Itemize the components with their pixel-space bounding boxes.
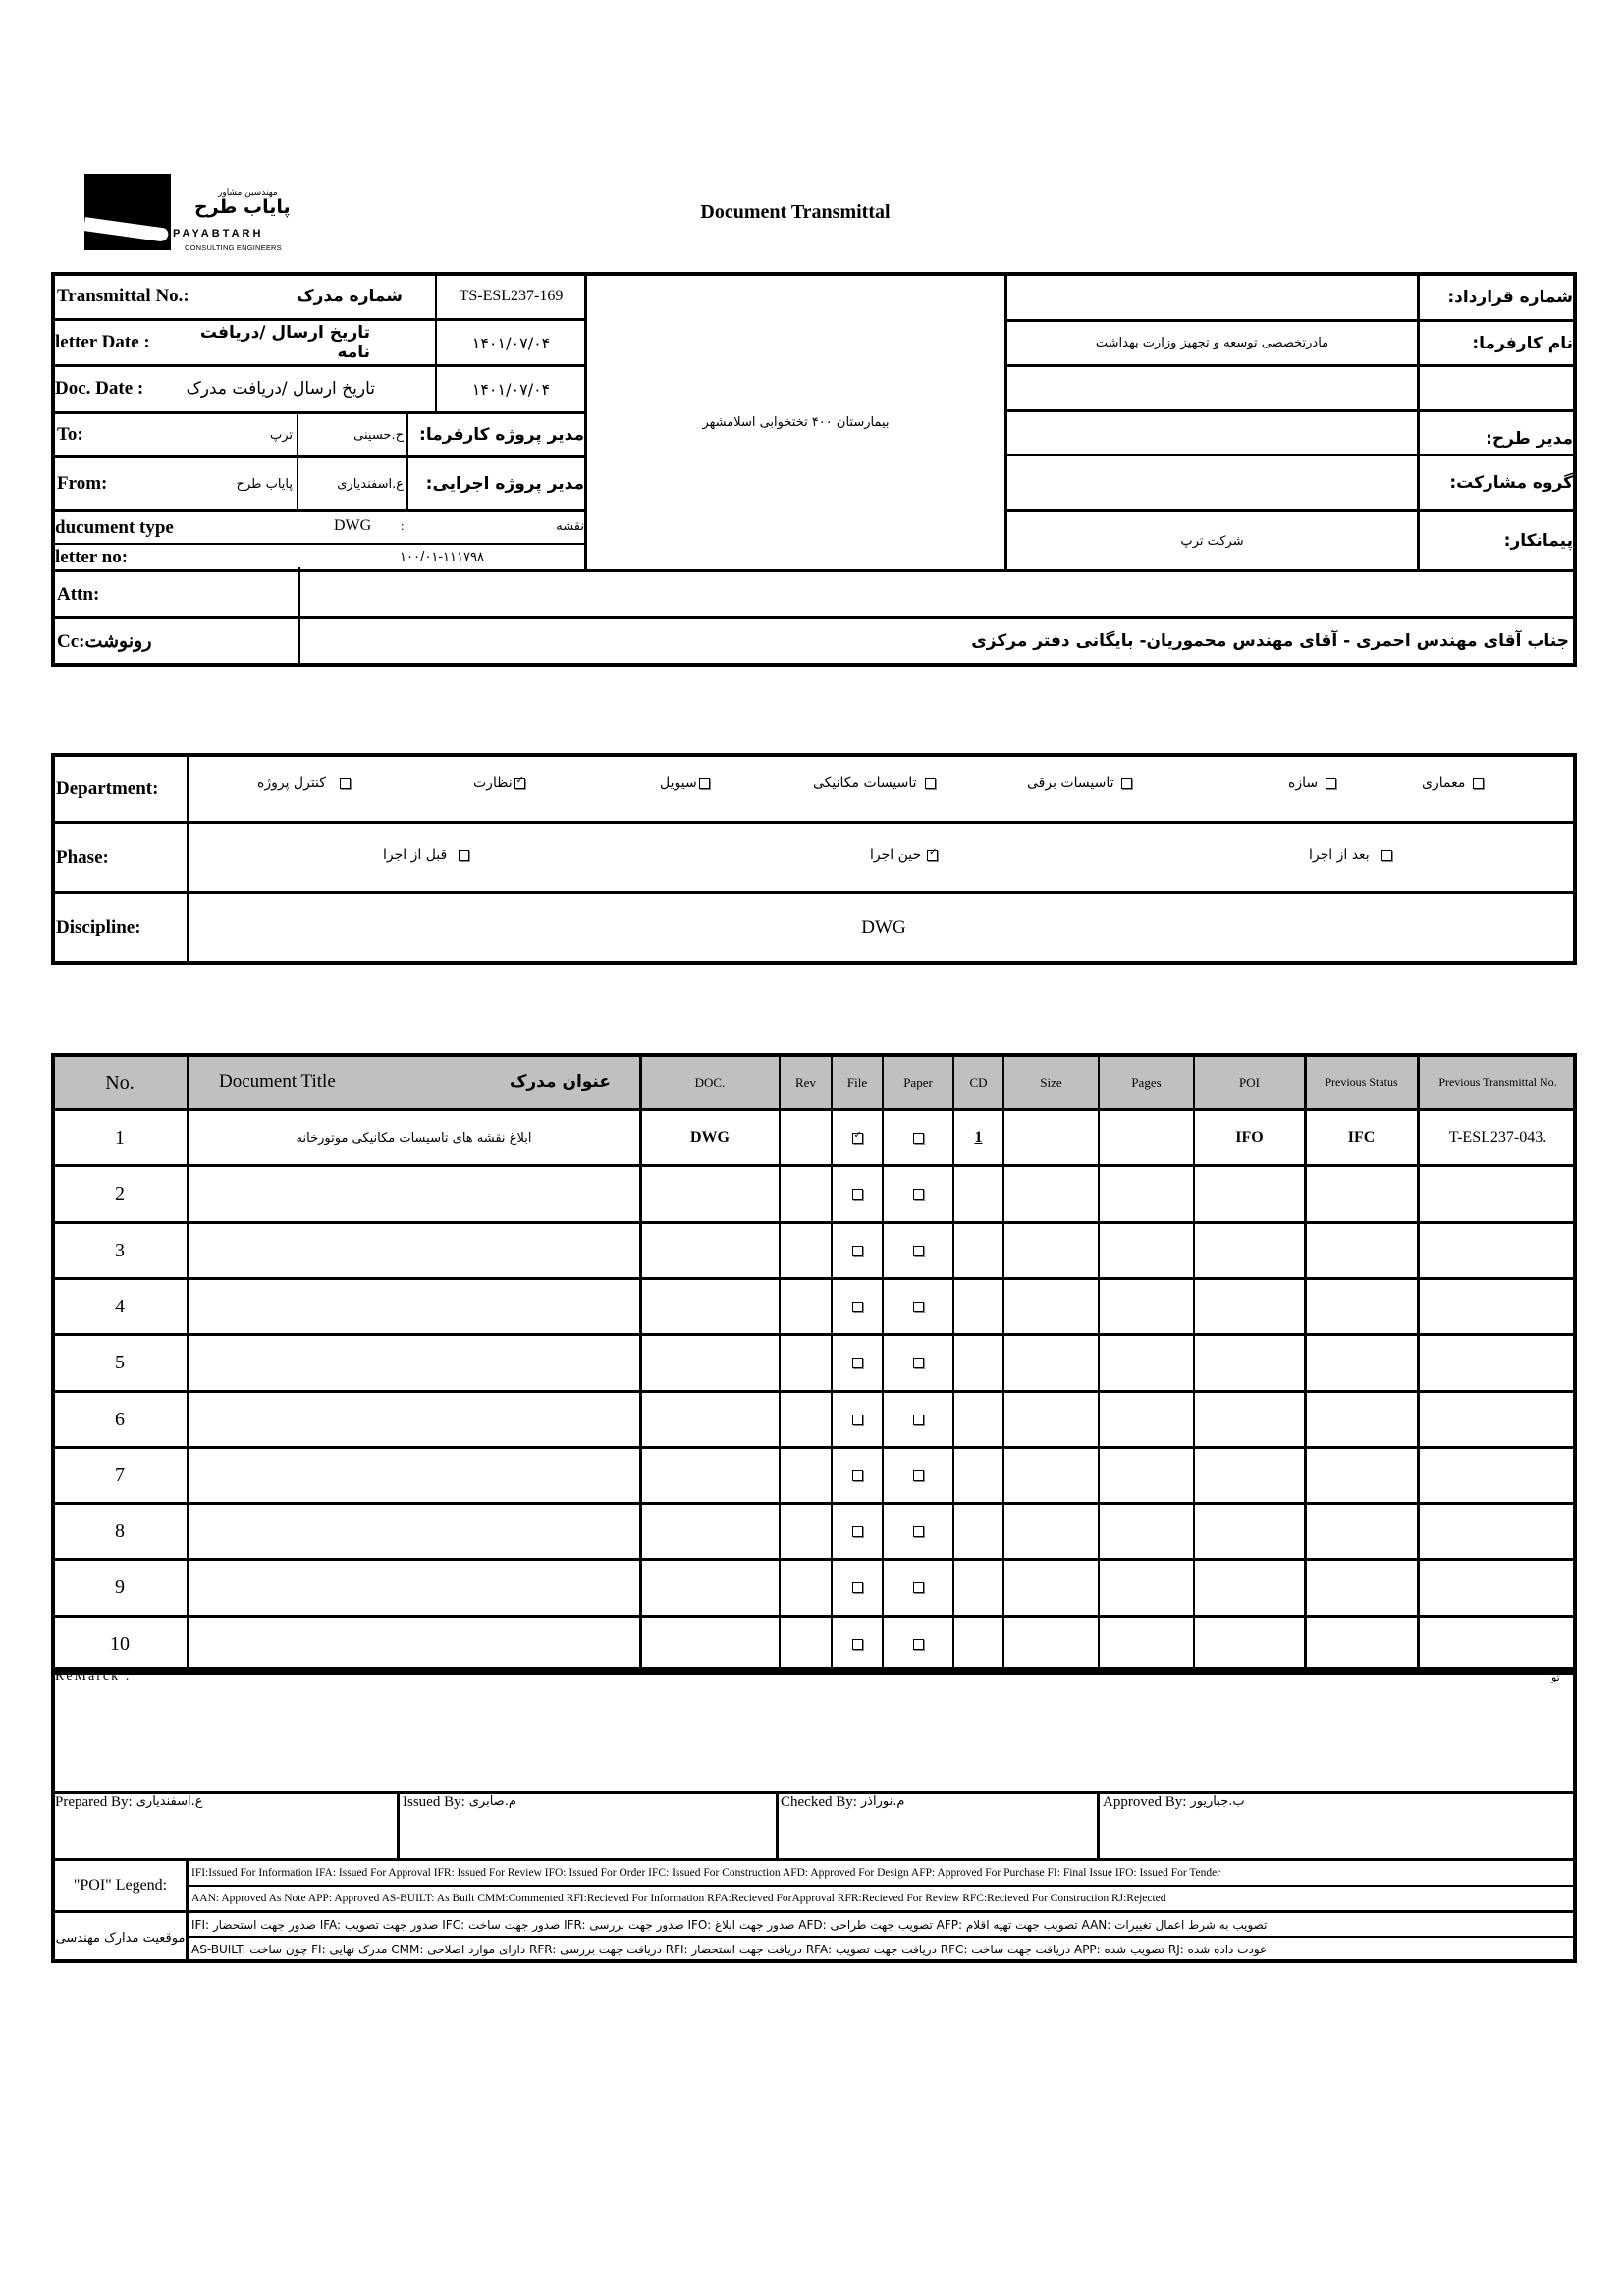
remark-input[interactable] (118, 1679, 1542, 1787)
phase-option-during[interactable]: ✓ حین اجرا (870, 847, 938, 863)
cell-title (189, 1167, 638, 1220)
cell-rev (782, 1336, 830, 1389)
checkbox-icon[interactable] (852, 1246, 863, 1256)
file-checkbox-cell[interactable] (834, 1280, 881, 1333)
cell-prev-transmittal (1420, 1336, 1576, 1389)
document-type-value: DWG (334, 517, 372, 534)
file-checkbox-cell[interactable] (834, 1336, 881, 1389)
cell-cd (955, 1561, 1001, 1614)
cell-no: 2 (115, 1182, 125, 1204)
cell-poi (1196, 1280, 1303, 1333)
cell-size (1005, 1167, 1097, 1220)
checkbox-icon[interactable] (1121, 778, 1132, 789)
signature-issued: Issued By: م.صابری (403, 1794, 516, 1810)
transmittal-no-label: Transmittal No.: (57, 286, 189, 306)
column-header-previous-status: Previous Status (1325, 1075, 1398, 1090)
checkbox-icon[interactable] (913, 1358, 924, 1368)
poi-legend-label: "POI" Legend: (73, 1877, 168, 1894)
from-label: From: (57, 473, 108, 494)
cell-title (189, 1393, 638, 1446)
column-header-poi: POI (1239, 1074, 1260, 1090)
blank-field-label (1420, 367, 1573, 409)
column-header-doc: DOC. (694, 1074, 726, 1090)
cc-label: Cc:رونوشت (57, 630, 152, 652)
department-option-supervision[interactable]: ✓ نظارت (473, 775, 525, 791)
cell-doc (642, 1505, 778, 1558)
cell-prev-status: IFC (1347, 1129, 1376, 1146)
cell-title (189, 1618, 638, 1671)
paper-checkbox-cell[interactable] (885, 1224, 951, 1277)
column-header-no: No. (105, 1071, 135, 1094)
cell-poi (1196, 1561, 1303, 1614)
file-checkbox-cell[interactable] (834, 1618, 881, 1671)
cell-prev-status (1307, 1561, 1416, 1614)
to-person: ح.حسینی (353, 427, 404, 443)
cell-cd (955, 1618, 1001, 1671)
cell-size (1005, 1505, 1097, 1558)
column-header-paper: Paper (903, 1074, 933, 1090)
cell-rev (782, 1280, 830, 1333)
cell-pages (1101, 1505, 1192, 1558)
cell-title: ابلاغ نقشه های تاسیسات مکانیکی موتورخانه (296, 1130, 532, 1146)
paper-checkbox-cell[interactable] (885, 1505, 951, 1558)
cell-poi (1196, 1505, 1303, 1558)
cell-poi (1196, 1224, 1303, 1277)
cell-title (189, 1505, 638, 1558)
cell-pages (1101, 1111, 1192, 1164)
remark-label: ReMarck : (55, 1669, 132, 1683)
cell-pages (1101, 1618, 1192, 1671)
cell-cd (955, 1505, 1001, 1558)
document-type-label: ducument type (55, 516, 174, 538)
cell-rev (782, 1167, 830, 1220)
cell-prev-status (1307, 1618, 1416, 1671)
executive-pm-label: مدیر پروژه اجرایی: (425, 474, 584, 494)
cell-title (189, 1449, 638, 1502)
cell-title (189, 1561, 638, 1614)
cell-no: 9 (115, 1575, 125, 1598)
letter-date-value: ۱۴۰۱/۰۷/۰۴ (471, 333, 551, 352)
cell-poi (1196, 1449, 1303, 1502)
checkbox-icon[interactable] (1326, 778, 1336, 789)
signature-prepared: Prepared By: ع.اسفندیاری (55, 1794, 203, 1810)
document-title: Document Transmittal (700, 201, 891, 223)
legend-line-1: IFI:Issued For Information IFA: Issued For Approval IFR: Issued For Review IFO: Issued For Order IFC: Issued For Construction AFD: Approved For Design AFP: Approved For Purchase FI: Final Issue IFO: Issued For Tender (191, 1867, 1221, 1879)
doc-date-value: ۱۴۰۱/۰۷/۰۴ (471, 379, 551, 399)
cell-prev-transmittal (1420, 1505, 1576, 1558)
department-option-civil[interactable]: سیویل (660, 775, 710, 791)
phase-label: Phase: (56, 846, 109, 868)
phase-option-before[interactable]: قبل از اجرا (383, 847, 469, 863)
logo-fa-subtitle: مهندسین مشاور (218, 188, 278, 198)
cell-doc (642, 1393, 778, 1446)
cell-doc (642, 1280, 778, 1333)
checkbox-icon[interactable] (1381, 850, 1392, 861)
cell-no: 6 (115, 1408, 125, 1430)
cell-pages (1101, 1336, 1192, 1389)
logo-en-subtitle: CONSULTING ENGINEERS (185, 243, 282, 252)
letter-no-label: letter no: (55, 546, 129, 567)
cell-poi: IFO (1235, 1129, 1264, 1146)
contract-no-value (1007, 275, 1417, 319)
client-name-value: مادرتخصصی توسعه و تجهیز وزارت بهداشت (1095, 336, 1329, 350)
checkbox-icon[interactable] (1473, 778, 1484, 789)
cell-poi (1196, 1167, 1303, 1220)
checkbox-icon[interactable] (925, 778, 936, 789)
legend-line-4: AS-BUILT: چون ساخت FI: مدرک نهایی CMM: دارای موارد اصلاحی RFR: دریافت جهت بررسی RFI: دریافت جهت استحضار RFA: دریافت جهت تصویب RFC: دریافت جهت ساخت APP: تصویب شده RJ: عودت داده شده (191, 1943, 1268, 1956)
cell-pages (1101, 1167, 1192, 1220)
column-header-cd: CD (969, 1074, 988, 1090)
letter-no-value: ۱۰۰/۰۱-۱۱۱۷۹۸ (400, 550, 484, 564)
blank-field-value (1007, 367, 1417, 409)
cell-prev-transmittal: T-ESL237-043. (1448, 1129, 1547, 1146)
file-checkbox-cell[interactable] (834, 1167, 881, 1220)
cell-size (1005, 1449, 1097, 1502)
checkbox-icon[interactable] (340, 778, 351, 789)
checkbox-icon[interactable] (852, 1358, 863, 1368)
plan-manager-value (1007, 412, 1417, 454)
file-checkbox-cell[interactable] (834, 1111, 881, 1164)
checkbox-icon[interactable] (913, 1189, 924, 1200)
checkbox-icon[interactable] (852, 1639, 863, 1650)
checkbox-checked-icon[interactable] (514, 778, 525, 789)
cell-prev-status (1307, 1449, 1416, 1502)
checkbox-checked-icon[interactable] (927, 850, 938, 861)
file-checkbox-cell[interactable] (834, 1449, 881, 1502)
cell-cd (955, 1393, 1001, 1446)
attn-label: Attn: (57, 583, 100, 605)
cell-rev (782, 1505, 830, 1558)
column-header-title (189, 1056, 638, 1108)
doc-date-label: Doc. Date : (55, 378, 144, 399)
cell-prev-transmittal (1420, 1167, 1576, 1220)
column-header-rev: Rev (795, 1074, 816, 1090)
cell-cd (955, 1449, 1001, 1502)
legend-line-3: IFI: صدور جهت استحضار IFA: صدور جهت تصویب IFC: صدور جهت ساخت IFR: صدور جهت بررسی IFO: صدور جهت ابلاغ AFD: تصویب جهت طراحی AFP: تصویب جهت تهیه اقلام AAN: تصویب به شرط اعمال تغییرات (191, 1917, 1268, 1932)
paper-checkbox-cell[interactable] (885, 1393, 951, 1446)
cell-cd: 1 (974, 1129, 983, 1146)
document-type-value-fa: نقشه (556, 518, 584, 534)
cell-prev-transmittal (1420, 1280, 1576, 1333)
cell-poi (1196, 1336, 1303, 1389)
checkbox-icon[interactable] (852, 1582, 863, 1593)
column-header-pages: Pages (1131, 1074, 1162, 1090)
checkbox-icon[interactable] (913, 1470, 924, 1481)
cell-prev-transmittal (1420, 1449, 1576, 1502)
engineering-docs-status-label: موقعیت مدارک مهندسی (55, 1930, 186, 1946)
transmittal-no-label-fa: شماره مدرک (297, 287, 403, 306)
checkbox-icon[interactable] (913, 1133, 924, 1144)
column-header-size: Size (1040, 1074, 1062, 1090)
cell-no: 7 (115, 1464, 125, 1486)
cell-rev (782, 1449, 830, 1502)
checkbox-icon[interactable] (913, 1302, 924, 1312)
cell-title (189, 1224, 638, 1277)
cell-title (189, 1280, 638, 1333)
cell-prev-status (1307, 1336, 1416, 1389)
file-checkbox-cell[interactable] (834, 1393, 881, 1446)
contractor-label: پیمانکار: (1503, 531, 1573, 551)
cell-no: 8 (115, 1520, 125, 1542)
signature-approved: Approved By: ب.جباریور (1103, 1794, 1245, 1810)
file-checkbox-cell[interactable] (834, 1561, 881, 1614)
cell-cd (955, 1336, 1001, 1389)
cell-poi (1196, 1393, 1303, 1446)
cell-size (1005, 1336, 1097, 1389)
cell-pages (1101, 1280, 1192, 1333)
cell-size (1005, 1111, 1097, 1164)
cell-rev (782, 1393, 830, 1446)
department-option-architecture[interactable]: معماری (1422, 775, 1484, 791)
cell-doc (642, 1167, 778, 1220)
cell-size (1005, 1224, 1097, 1277)
paper-checkbox-cell[interactable] (885, 1561, 951, 1614)
to-label: To: (57, 424, 83, 445)
checkbox-icon[interactable] (852, 1470, 863, 1481)
cell-prev-transmittal (1420, 1618, 1576, 1671)
cell-prev-transmittal (1420, 1393, 1576, 1446)
letter-date-label: letter Date : (55, 332, 150, 352)
partnership-group-value (1007, 456, 1417, 509)
to-value: ترپ (269, 427, 293, 443)
department-option-electrical[interactable]: تاسیسات برقی (1027, 775, 1132, 791)
legend-line-2: AAN: Approved As Note APP: Approved AS-BUILT: As Built CMM:Commented RFI:Recieved For Information RFA:Recieved ForApproval RFR:Recieved For Review RFC:Recieved For Construction RJ:Rejected (191, 1893, 1166, 1904)
cell-prev-status (1307, 1505, 1416, 1558)
logo-fa-name: پایاب طرح (194, 196, 291, 218)
checkbox-icon[interactable] (852, 1526, 863, 1537)
cell-doc (642, 1224, 778, 1277)
cell-doc (642, 1449, 778, 1502)
contractor-value: شرکت ترپ (1180, 533, 1244, 549)
cell-title (189, 1336, 638, 1389)
cc-value: جناب آقای مهندس احمری - آقای مهندس محموریان- بایگانی دفتر مرکزی (971, 631, 1569, 651)
paper-checkbox-cell[interactable] (885, 1336, 951, 1389)
cell-rev (782, 1111, 830, 1164)
plan-manager-label: مدیر طرح: (1486, 429, 1573, 449)
column-header-previous-transmittal: Previous Transmittal No. (1438, 1075, 1557, 1090)
cell-pages (1101, 1561, 1192, 1614)
department-option-mechanical[interactable]: تاسیسات مکانیکی (813, 775, 936, 791)
cell-rev (782, 1224, 830, 1277)
file-checkbox-cell[interactable] (834, 1505, 881, 1558)
department-option-structure[interactable]: سازه (1288, 775, 1336, 791)
partnership-group-label: گروه مشارکت: (1449, 473, 1573, 493)
checkbox-icon[interactable] (913, 1639, 924, 1650)
cell-doc (642, 1561, 778, 1614)
paper-checkbox-cell[interactable] (885, 1449, 951, 1502)
cell-no: 3 (115, 1239, 125, 1261)
checkbox-icon[interactable] (852, 1415, 863, 1425)
cell-no: 1 (115, 1126, 125, 1148)
cell-cd (955, 1280, 1001, 1333)
cell-doc: DWG (690, 1129, 730, 1146)
checkbox-icon[interactable] (852, 1302, 863, 1312)
paper-checkbox-cell[interactable] (885, 1167, 951, 1220)
document-type-separator: : (401, 518, 405, 533)
cell-poi (1196, 1618, 1303, 1671)
cell-prev-transmittal (1420, 1561, 1576, 1614)
checkbox-icon[interactable] (913, 1582, 924, 1593)
discipline-label: Discipline: (56, 917, 141, 937)
cell-no: 10 (110, 1632, 130, 1655)
cell-size (1005, 1393, 1097, 1446)
cell-prev-transmittal (1420, 1224, 1576, 1277)
cell-no: 4 (115, 1295, 125, 1317)
department-label: Department: (56, 777, 159, 799)
from-person: ع.اسفندیاری (337, 476, 404, 492)
cell-cd (955, 1224, 1001, 1277)
cell-pages (1101, 1393, 1192, 1446)
cell-prev-status (1307, 1167, 1416, 1220)
transmittal-no-value: TS-ESL237-169 (459, 288, 564, 304)
cell-prev-status (1307, 1393, 1416, 1446)
cell-cd (955, 1167, 1001, 1220)
checkbox-icon[interactable] (852, 1189, 863, 1200)
client-pm-label: مدیر پروژه کارفرما: (419, 425, 584, 445)
column-header-title-en: Document Title (219, 1071, 336, 1093)
client-name-label: نام کارفرما: (1472, 333, 1573, 353)
doc-date-label-fa: تاریخ ارسال /دریافت مدرک (186, 379, 375, 399)
signature-checked: Checked By: م.نورآذر (781, 1794, 905, 1810)
phase-option-after[interactable]: بعد از اجرا (1309, 847, 1392, 863)
cell-rev (782, 1618, 830, 1671)
paper-checkbox-cell[interactable] (885, 1280, 951, 1333)
file-checkbox-cell[interactable] (834, 1224, 881, 1277)
attn-value (301, 572, 1573, 616)
column-header-title-fa: عنوان مدرک (509, 1072, 611, 1093)
cell-prev-status (1307, 1224, 1416, 1277)
paper-checkbox-cell[interactable] (885, 1111, 951, 1164)
cell-rev (782, 1561, 830, 1614)
column-header-file: File (846, 1074, 868, 1090)
cell-prev-status (1307, 1280, 1416, 1333)
checkbox-icon[interactable] (913, 1246, 924, 1256)
paper-checkbox-cell[interactable] (885, 1618, 951, 1671)
cell-pages (1101, 1449, 1192, 1502)
cell-size (1005, 1561, 1097, 1614)
cell-doc (642, 1336, 778, 1389)
project-name: بیمارستان ۴۰۰ تختخوابی اسلامشهر (702, 414, 890, 430)
department-option-project-control[interactable]: کنترل پروژه (257, 775, 351, 791)
checkbox-icon[interactable] (913, 1415, 924, 1425)
checkbox-checked-icon[interactable] (852, 1133, 863, 1144)
cell-no: 5 (115, 1351, 125, 1373)
checkbox-icon[interactable] (699, 778, 710, 789)
cell-size (1005, 1280, 1097, 1333)
logo-en-name: PAYABTARH (173, 228, 264, 240)
discipline-value: DWG (861, 917, 906, 937)
contract-no-label: شماره قرارداد: (1447, 287, 1573, 307)
checkbox-icon[interactable] (913, 1526, 924, 1537)
cell-doc (642, 1618, 778, 1671)
company-logo-mark (84, 174, 171, 250)
remark-value: تو (1551, 1671, 1560, 1683)
letter-date-label-fa: تاریخ ارسال /دریافت نامه (199, 323, 370, 362)
cell-size (1005, 1618, 1097, 1671)
checkbox-icon[interactable] (459, 850, 469, 861)
from-value: پایاب طرح (236, 476, 293, 492)
cell-pages (1101, 1224, 1192, 1277)
